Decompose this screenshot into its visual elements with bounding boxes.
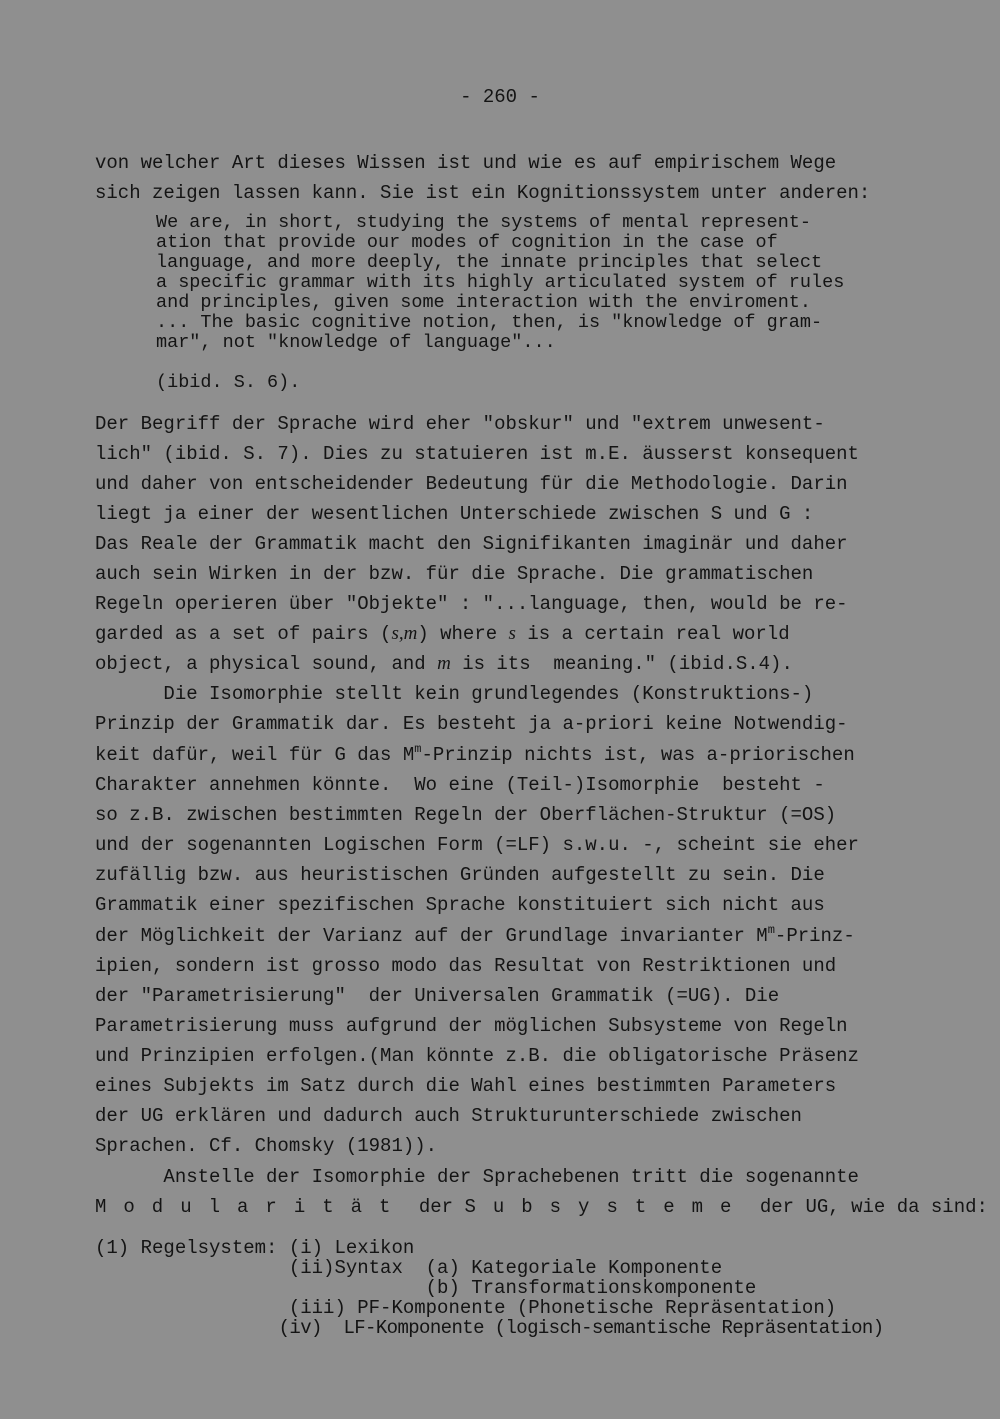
body-line: Grammatik einer spezifischen Sprache konstituiert sich nicht aus — [95, 894, 825, 916]
body-line: auch sein Wirken in der bzw. für die Sprache. Die grammatischen — [95, 563, 814, 585]
list-item: (1) Regelsystem: (i) Lexikon — [95, 1237, 415, 1259]
body-line: keit dafür, weil für G das $M^m$-Prinzip nichts ist, was a-priorischen — [95, 742, 855, 766]
quote-line: We are, in short, studying the systems of mental represent- — [156, 212, 812, 233]
body-line: der "Parametrisierung" der Universalen Grammatik (=UG). Die — [95, 985, 780, 1007]
body-line: und der sogenannten Logischen Form (=LF) s.w.u. -, scheint sie eher — [95, 834, 859, 856]
page-number: - 260 - — [460, 86, 540, 108]
body-line: der Möglichkeit der Varianz auf der Grundlage invarianter $M^m-Prinz-$ — [95, 923, 855, 947]
body-line: lich" (ibid. S. 7). Dies zu statuieren ist m.E. äusserst konsequent — [95, 443, 859, 465]
spaced-word: Subsysteme — [464, 1196, 749, 1218]
body-line: der UG erklären und dadurch auch Strukturunterschiede zwischen — [95, 1105, 802, 1127]
body-line: Prinzip der Grammatik dar. Es besteht ja a-priori keine Notwendig- — [95, 713, 848, 735]
body-line: liegt ja einer der wesentlichen Unterschiede zwischen S und G : — [95, 503, 814, 525]
body-line: Anstelle der Isomorphie der Sprachebenen tritt die sogenannte — [95, 1166, 859, 1188]
body-line: Charakter annehmen könnte. Wo eine (Teil-)Isomorphie besteht - — [95, 774, 825, 796]
body-line: und daher von entscheidender Bedeutung für die Methodologie. Darin — [95, 473, 848, 495]
spaced-word: Modularität — [95, 1196, 408, 1218]
body-line: Regeln operieren über "Objekte" : "...language, then, would be re- — [95, 593, 848, 615]
list-item: (iv) LF-Komponente (logisch-semantische Repräsentation) — [95, 1317, 884, 1339]
list-item: (b) Transformationskomponente — [95, 1277, 757, 1299]
body-line: Das Reale der Grammatik macht den Signifikanten imaginär und daher — [95, 533, 848, 555]
quote-line: a specific grammar with its highly articulated system of rules — [156, 272, 845, 293]
body-line: Der Begriff der Sprache wird eher "obskur" und "extrem unwesent- — [95, 413, 825, 435]
quote-line: language, and more deeply, the innate principles that select — [156, 252, 823, 273]
quote-citation: (ibid. S. 6). — [156, 372, 301, 393]
body-line: ipien, sondern ist grosso modo das Resultat von Restriktionen und — [95, 955, 837, 977]
quote-line: mar", not "knowledge of language"... — [156, 332, 556, 353]
body-line: zufällig bzw. aus heuristischen Gründen aufgestellt zu sein. Die — [95, 864, 825, 886]
body-line: Die Isomorphie stellt kein grundlegendes (Konstruktions-) — [95, 683, 814, 705]
list-item: (iii) PF-Komponente (Phonetische Repräsentation) — [95, 1297, 837, 1319]
body-line: Modularität der Subsysteme der UG, wie da sind: — [95, 1196, 988, 1218]
body-line: und Prinzipien erfolgen.(Man könnte z.B. die obligatorische Präsenz — [95, 1045, 859, 1067]
body-line: so z.B. zwischen bestimmten Regeln der Oberflächen-Struktur (=OS) — [95, 804, 837, 826]
body-line: Parametrisierung muss aufgrund der möglichen Subsysteme von Regeln — [95, 1015, 848, 1037]
body-line: eines Subjekts im Satz durch die Wahl eines bestimmten Parameters — [95, 1075, 837, 1097]
body-line: object, a physical sound, and m is its meaning." (ibid.S.4). — [95, 653, 793, 675]
quote-line: ation that provide our modes of cognition in the case of — [156, 232, 778, 253]
quote-line: and principles, given some interaction with the enviroment. — [156, 292, 812, 313]
body-line: Sprachen. Cf. Chomsky (1981)). — [95, 1135, 438, 1157]
body-line: garded as a set of pairs (s,m) where s is a certain real world — [95, 623, 790, 645]
body-line: sich zeigen lassen kann. Sie ist ein Kognitionssystem unter anderen: — [95, 182, 871, 204]
list-item: (ii)Syntax (a) Kategoriale Komponente — [95, 1257, 723, 1279]
body-line: von welcher Art dieses Wissen ist und wie es auf empirischem Wege — [95, 152, 837, 174]
quote-line: ... The basic cognitive notion, then, is "knowledge of gram- — [156, 312, 823, 333]
